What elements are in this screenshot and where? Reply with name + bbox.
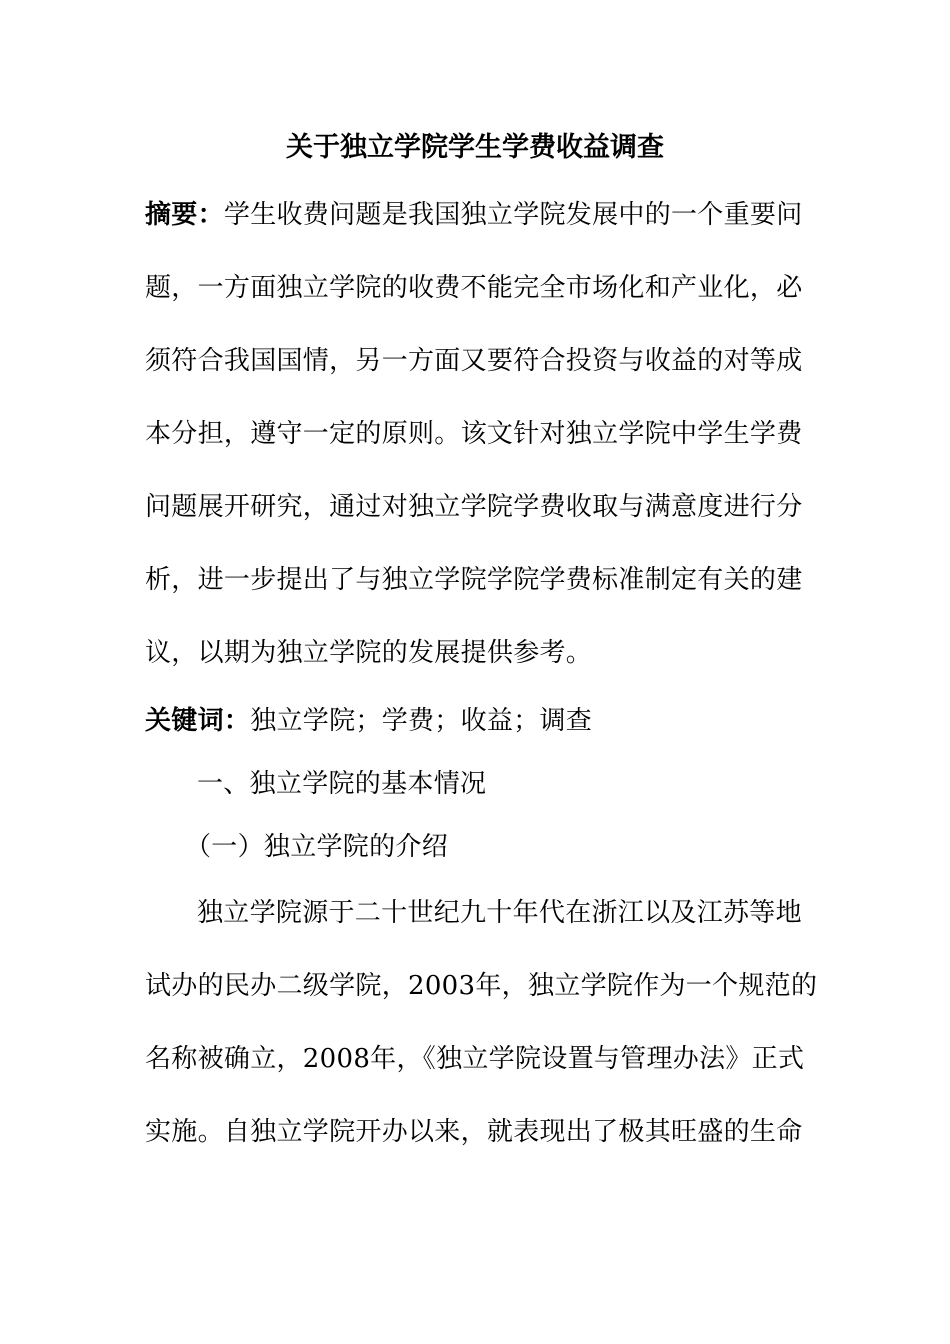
keywords-line xyxy=(145,701,592,741)
subsection-heading: （一）独立学院的介绍 xyxy=(185,832,449,862)
abstract-line-6: 析，进一步提出了与独立学院学院学费标准制定有关的建 xyxy=(145,565,803,595)
keywords-text: 独立学院；学费；收益；调查 xyxy=(250,706,593,736)
abstract-line-4: 本分担，遵守一定的原则。该文针对独立学院中学生学费 xyxy=(145,419,803,449)
section-heading: 一、独立学院的基本情况 xyxy=(197,769,487,799)
abstract-line-3: 须符合我国国情，另一方面又要符合投资与收益的对等成 xyxy=(145,346,803,376)
abstract-line-2: 题，一方面独立学院的收费不能完全市场化和产业化，必 xyxy=(145,273,803,303)
abstract-line-1 xyxy=(145,195,803,235)
abstract-line-7: 议，以期为独立学院的发展提供参考。 xyxy=(145,638,593,668)
abstract-label: 摘要： xyxy=(145,200,224,230)
document-title: 关于独立学院学生学费收益调查 xyxy=(286,132,664,163)
keywords-label: 关键词： xyxy=(145,706,251,736)
body-line-3: 名称被确立，2008年，《独立学院设置与管理办法》正式 xyxy=(145,1044,805,1074)
body-line-1: 独立学院源于二十世纪九十年代在浙江以及江苏等地 xyxy=(197,898,802,928)
body-line-4: 实施。自独立学院开办以来，就表现出了极其旺盛的生命 xyxy=(145,1117,803,1147)
body-line-2: 试办的民办二级学院，2003年，独立学院作为一个规范的 xyxy=(145,971,818,1001)
abstract-text: 学生收费问题是我国独立学院发展中的一个重要问 xyxy=(223,200,803,230)
abstract-line-5: 问题展开研究，通过对独立学院学费收取与满意度进行分 xyxy=(145,492,803,522)
